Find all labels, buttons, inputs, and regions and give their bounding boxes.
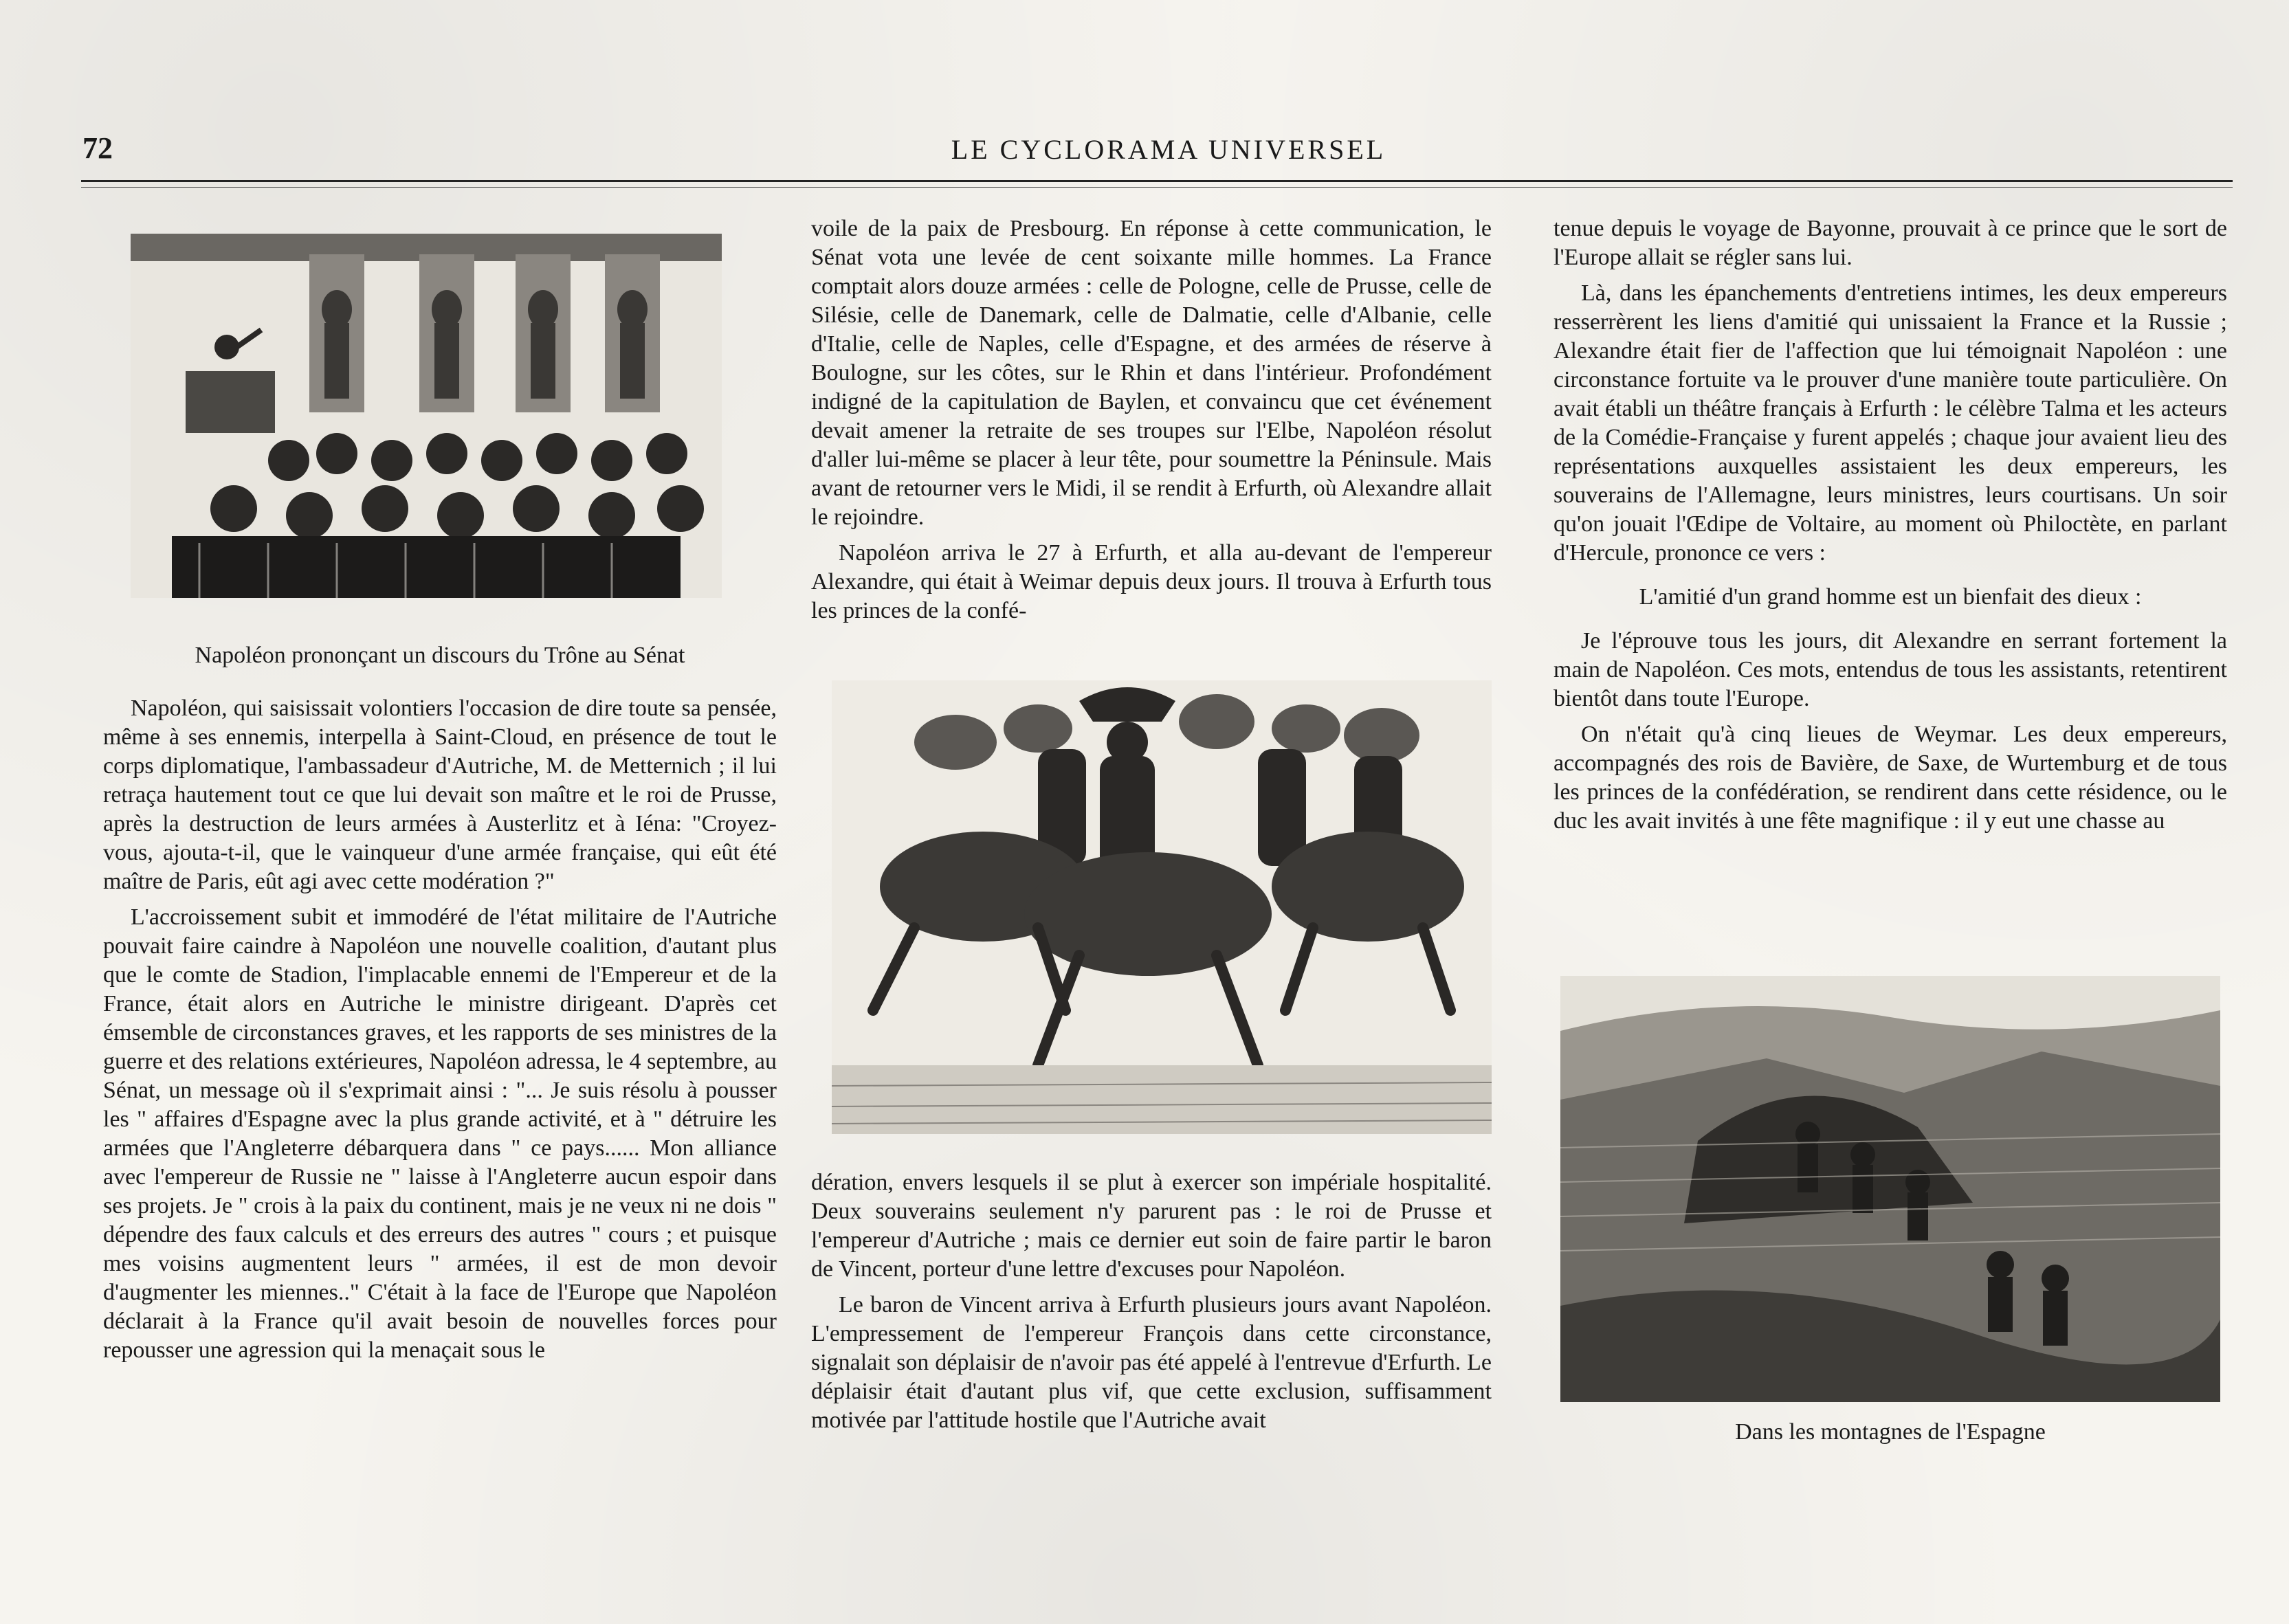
paragraph: Le baron de Vincent arriva à Erfurth plusieurs jours avant Napoléon. L'empressement de l'empereur François dans cette circonstance, signalait son déplaisir de n'avoir pas été appelé à l'entrevue d'Erfurth. Le déplaisir était d'autant plus vif, que cette exclusion, suffisamment motivée par l'attitude hostile que l'Autriche avait — [811, 1292, 1492, 1433]
spain-caption: Dans les montagnes de l'Espagne — [1735, 1419, 2046, 1445]
column-1 — [103, 694, 777, 1372]
paragraph: L'accroissement subit et immodéré de l'état militaire de l'Autriche pouvait faire caindre à Napoléon une nouvelle coalition, d'autant plus que le comte de Stadion, l'implacable ennemi de l'Empereur et de la France, était alors en Autriche le ministre dirigeant. D'après cet émsemble de circonstances graves, et les rapports de ses ministres de la guerre et des relations extérieures, Napoléon adressa, le 4 septembre, au Sénat, un message où il s'exprimait ainsi : "... Je suis résolu à pousser les " affaires d'Espagne avec la plus grande activité, et à " détruire les armées que l'Angleterre débarquera dans " ce pays...... Mon alliance avec l'empereur de Russie ne " laisse à l'Angleterre aucun espoir dans ses projets. Je " crois à la paix du continent, mais je ne veux ni ne dois " dépendre des faux calculs et des erreurs des autres " cours ; et puisque mes voisins augmentent leurs " armées, il est de mon devoir d'augmenter les miennes.." C'était à la face de l'Europe que Napoléon déclarait à la France qu'il avait besoin de nouvelles forces pour repousser une agression qui la menaçait sous le — [103, 904, 777, 1363]
senate-engraving — [131, 234, 722, 598]
paragraph: Je l'éprouve tous les jours, dit Alexandre en serrant fortement la main de Napoléon. Ces mots, entendus de tous les assistants, retentirent bientôt dans toute l'Europe. — [1553, 628, 2227, 711]
paragraph: voile de la paix de Presbourg. En réponse à cette communication, le Sénat vota une levée de cent soixante mille hommes. La France comptait alors douze armées : celle de Pologne, celle de Prusse, celle de Silésie, celle de Danemark, celle de Dalmatie, celle d'Albanie, celle d'Italie, celle de Naples, celle d'Espagne, et des armées de réserve à Boulogne, sur les côtes, sur le Rhin et dans l'intérieur. Profondément indigné de la capitulation de Baylen, et convaincu que cet événement devait amener la retraite de ses troupes sur l'Elbe, Napoléon résolut d'aller lui-même se placer à leur tête, pour soumettre la Péninsule. Mais avant de retourner vers le Midi, il se rendit à Erfurth, où Alexandre allait le rejoindre. — [811, 216, 1492, 530]
page-number: 72 — [82, 131, 113, 165]
header-rule — [81, 180, 2233, 182]
column-2-top — [811, 214, 1492, 632]
cavalcade-engraving — [832, 680, 1492, 1134]
paragraph: Napoléon, qui saisissait volontiers l'occasion de dire toute sa pensée, même à ses ennemis, interpella à Saint-Cloud, en présence de tout le corps diplomatique, l'ambassadeur d'Autriche, M. de Metternich ; il lui retraça hautement tout ce que lui devait son maître et le roi de Prusse, après la destruction de leurs armées à Austerlitz et à Iéna: "Croyez-vous, ajouta-t-il, que le vainqueur d'une armée française, qui eût été maître de Paris, eût agi avec cette modération ?" — [103, 696, 777, 894]
paragraph: On n'était qu'à cinq lieues de Weymar. Les deux empereurs, accompagnés des rois de Bavière, de Saxe, de Wurtemburg et de tous les princes de la confédération, se rendirent dans cette résidence, ou le duc les avait invités à une fête magnifique : il y eut une chasse au — [1553, 722, 2227, 834]
running-title: LE CYCLORAMA UNIVERSEL — [951, 134, 1386, 165]
column-2-bottom — [811, 1168, 1492, 1442]
column-3 — [1553, 214, 2227, 843]
paragraph: Là, dans les épanchements d'entretiens intimes, les deux empereurs resserrèrent les liens d'amitié qui unissaient la France et la Russie ; Alexandre était fier de l'affection que lui témoignait Napoléon : une circonstance fortuite va le prouver d'une manière toute particulière. On avait établi un théâtre français à Erfurth : le célèbre Talma et les acteurs de la Comédie-Française y furent appelés ; chaque jour avaient lieu des représentations auxquelles assistaient les deux empereurs, les souverains de l'Allemagne, leurs ministres, leurs courtisans. Un soir qu'on jouait l'Œdipe de Voltaire, au moment où Philoctète, en parlant d'Hercule, prononce ce vers : — [1553, 280, 2227, 566]
header-rule-thin — [81, 187, 2233, 188]
mountain-engraving — [1560, 976, 2220, 1402]
spain-illustration — [1560, 976, 2220, 1402]
paragraph: dération, envers lesquels il se plut à exercer son impériale hospitalité. Deux souverains seulement n'y parurent pas : le roi de Prusse et l'empereur d'Autriche ; mais ce dernier eut soin de faire partir le baron de Vincent, porteur d'une lettre d'excuses pour Napoléon. — [811, 1170, 1492, 1282]
paragraph: Napoléon arriva le 27 à Erfurth, et alla au-devant de l'empereur Alexandre, qui était à Weimar depuis deux jours. Il trouva à Erfurth tous les princes de la confé- — [811, 540, 1492, 623]
paragraph: tenue depuis le voyage de Bayonne, prouvait à ce prince que le sort de l'Europe allait se régler sans lui. — [1553, 216, 2227, 270]
verse-line: L'amitié d'un grand homme est un bienfait des dieux : — [1639, 584, 2142, 610]
senate-illustration — [131, 234, 722, 598]
senate-caption: Napoléon prononçant un discours du Trône au Sénat — [195, 643, 685, 668]
erfurth-illustration — [832, 680, 1492, 1134]
